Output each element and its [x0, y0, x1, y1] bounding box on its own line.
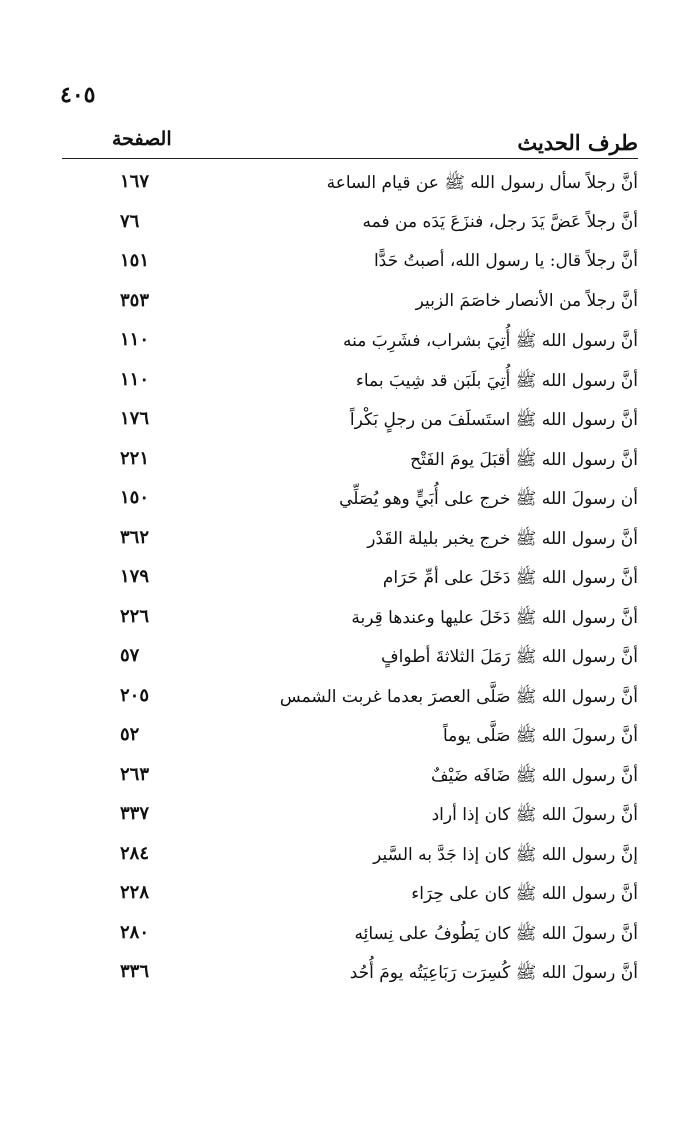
hadith-excerpt: أنَّ رسول الله ﷺ دَخَلَ على أمِّ حَرَام [382, 568, 638, 588]
hadith-excerpt: أنَّ رسول الله ﷺ كان على حِرَاء [411, 884, 638, 904]
page-reference: ٣٦٢ [120, 526, 150, 548]
page-reference: ١٥١ [120, 250, 150, 271]
index-header [62, 126, 638, 159]
index-row [62, 642, 638, 682]
hadith-excerpt: أنَّ رسولَ الله ﷺ صَلَّى يوماً [442, 726, 638, 746]
index-row [62, 326, 638, 366]
index-row [62, 524, 638, 564]
index-row [62, 484, 638, 524]
hadith-excerpt: إنَّ رسول الله ﷺ كان إذا جَدَّ به السَّير [373, 844, 638, 865]
page-reference: ٢٢٦ [120, 605, 150, 627]
page-reference: ٢٨٠ [120, 921, 150, 943]
page-reference: ٧٦ [120, 210, 140, 232]
index-row [62, 247, 638, 287]
hadith-excerpt: أنَّ رسول الله ﷺ صَلَّى العصرَ بعدما غربت الشمس [279, 686, 638, 707]
page-reference: ١٧٩ [120, 566, 150, 587]
index-row [62, 958, 638, 998]
hadith-excerpt: أنَّ رسول الله ﷺ أقبَلَ يومَ الفَتْح [410, 449, 638, 470]
hadith-column-heading: طرف الحديث [517, 130, 638, 155]
hadith-excerpt: أنَّ رجلاً من الأنصار خاصَمَ الزبير [415, 290, 638, 311]
hadith-excerpt: أنَّ رجلاً قال: يا رسول الله، أصبتُ حَدًّا [373, 251, 638, 271]
page-reference: ٥٧ [120, 645, 140, 666]
hadith-excerpt: أن رسولَ الله ﷺ خرج على أُبَيٍّ وهو يُصَلِّي [339, 489, 638, 509]
hadith-excerpt: أنَّ رجلاً عَضَّ يَدَ رجل، فنزَعَ يَدَه من فمه [362, 211, 638, 232]
page-reference: ٣٣٧ [120, 803, 150, 824]
index-row [62, 761, 638, 801]
index-row [62, 721, 638, 761]
index-row [62, 840, 638, 880]
index-row [62, 168, 638, 208]
page-reference: ١٧٦ [120, 408, 150, 429]
hadith-excerpt: أنَّ رسولَ الله ﷺ كان يَطُوفُ على نِسائِه [354, 923, 638, 944]
page-reference: ٢٨٤ [120, 842, 150, 864]
hadith-excerpt: أنَّ رسول الله ﷺ ضَافَه ضَيْفٌ [430, 765, 638, 786]
index-list [62, 168, 638, 998]
page-reference: ٣٥٣ [120, 289, 150, 311]
index-row [62, 445, 638, 485]
index-row [62, 208, 638, 248]
index-row [62, 563, 638, 603]
page-number: ٤٠٥ [60, 82, 96, 108]
page-reference: ١١٠ [120, 329, 150, 350]
index-row [62, 682, 638, 722]
page-reference: ١٥٠ [120, 487, 150, 508]
hadith-excerpt: أنَّ رسول الله ﷺ رَمَلَ الثلاثةَ أطوافٍ [381, 647, 638, 667]
page-reference: ٢٢١ [120, 447, 150, 469]
hadith-excerpt: أنَّ رسول الله ﷺ أُتِيَ بشراب، فشَرِبَ منه [343, 331, 638, 351]
page-reference: ١٦٧ [120, 171, 150, 192]
index-row [62, 919, 638, 959]
hadith-excerpt: أنَّ رسولَ الله ﷺ كُسِرَت رَبَاعِيَتُه يومَ أُحُد [349, 963, 638, 983]
page-reference: ٢٦٣ [120, 763, 150, 785]
index-row [62, 603, 638, 643]
page-reference: ٥٢ [120, 724, 140, 745]
page-column-heading: الصفحة [112, 128, 172, 150]
hadith-excerpt: أنَّ رسول الله ﷺ خرج يخبر بليلة القَدْر [367, 528, 638, 549]
page-reference: ٢٠٥ [120, 684, 150, 706]
index-row [62, 405, 638, 445]
hadith-excerpt: أنَّ رسول الله ﷺ دَخَلَ عليها وعندها قِربة [351, 607, 638, 628]
page-reference: ١١٠ [120, 368, 150, 390]
hadith-excerpt: أنَّ رجلاً سأل رسول الله ﷺ عن قيام الساعة [326, 173, 638, 193]
hadith-excerpt: أنَّ رسولَ الله ﷺ كان إذا أراد [431, 805, 638, 825]
page-reference: ٣٣٦ [120, 961, 150, 982]
hadith-excerpt: أنَّ رسول الله ﷺ أُتِيَ بلَبَن قد شِيبَ بماء [355, 370, 638, 391]
hadith-excerpt: أنَّ رسول الله ﷺ استَسلَفَ من رجلٍ بَكْراً [349, 410, 638, 430]
index-row [62, 879, 638, 919]
index-row [62, 366, 638, 406]
index-row [62, 800, 638, 840]
index-row [62, 287, 638, 327]
page-reference: ٢٢٨ [120, 882, 150, 903]
